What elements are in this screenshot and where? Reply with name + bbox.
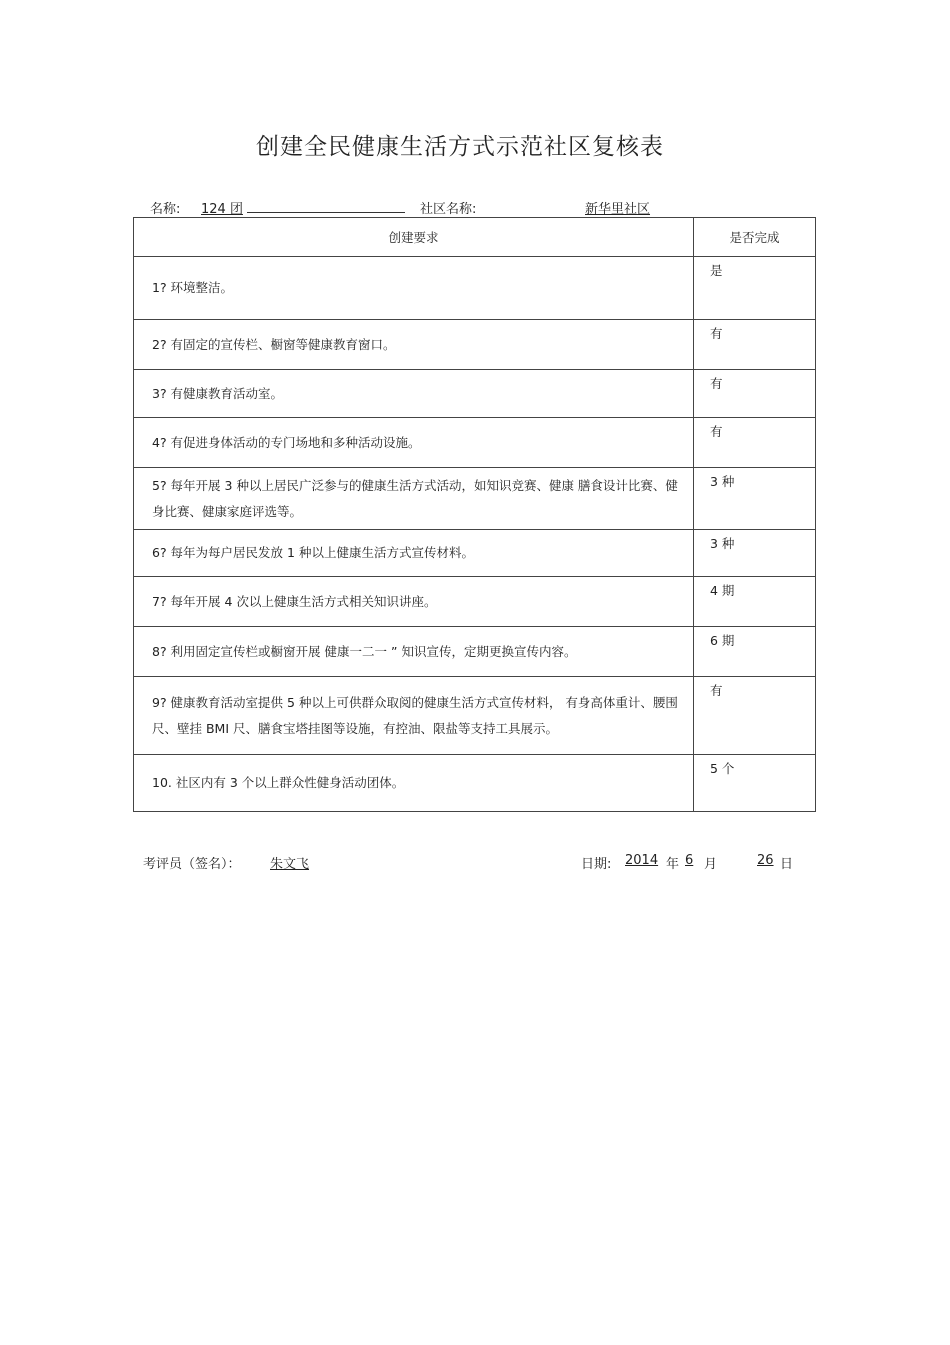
completion-value: 是 xyxy=(694,257,816,320)
community-label: 社区名称: xyxy=(420,202,477,217)
name-value: 124 团 xyxy=(201,202,243,217)
examiner-signature: 朱文飞 xyxy=(270,857,310,872)
date-year-unit: 年 xyxy=(666,857,680,872)
table-row xyxy=(134,418,816,468)
table-row xyxy=(134,468,816,530)
date-year: 2014 xyxy=(625,853,659,868)
examiner-label: 考评员（签名）： xyxy=(143,857,241,872)
table-row xyxy=(134,320,816,370)
requirement-text: 10. 社区内有 3 个以上群众性健身活动团体。 xyxy=(134,755,694,812)
table-row xyxy=(134,755,816,812)
date-day: 26 xyxy=(757,853,774,868)
page-title: 创建全民健康生活方式示范社区复核表 xyxy=(256,134,664,160)
requirement-text: 4? 有促进身体活动的专门场地和多种活动设施。 xyxy=(134,418,694,468)
completion-value: 6 期 xyxy=(694,627,816,677)
header-requirement: 创建要求 xyxy=(134,218,694,257)
completion-value: 有 xyxy=(694,320,816,370)
table-row xyxy=(134,627,816,677)
completion-value: 3 种 xyxy=(694,530,816,577)
name-blank-line xyxy=(247,212,405,213)
table-row xyxy=(134,530,816,577)
requirement-text: 1? 环境整洁。 xyxy=(134,257,694,320)
requirement-text: 6? 每年为每户居民发放 1 种以上健康生活方式宣传材料。 xyxy=(134,530,694,577)
table-row xyxy=(134,577,816,627)
requirement-text: 8? 利用固定宣传栏或橱窗开展 健康一二一 ” 知识宣传，定期更换宣传内容。 xyxy=(134,627,694,677)
completion-value: 4 期 xyxy=(694,577,816,627)
requirement-text: 7? 每年开展 4 次以上健康生活方式相关知识讲座。 xyxy=(134,577,694,627)
date-label: 日期: xyxy=(581,857,612,872)
date-month-unit: 月 xyxy=(704,857,718,872)
table-header-row xyxy=(134,218,816,257)
date-month: 6 xyxy=(685,853,694,868)
table-row xyxy=(134,257,816,320)
requirement-text: 5? 每年开展 3 种以上居民广泛参与的健康生活方式活动，如知识竞赛、健康 膳食设计比赛、健身比赛、健康家庭评选等。 xyxy=(134,468,694,530)
completion-value: 有 xyxy=(694,370,816,418)
requirement-text: 3? 有健康教育活动室。 xyxy=(134,370,694,418)
table-row xyxy=(134,370,816,418)
completion-value: 5 个 xyxy=(694,755,816,812)
completion-value: 3 种 xyxy=(694,468,816,530)
date-day-unit: 日 xyxy=(780,857,794,872)
review-table xyxy=(133,217,816,812)
requirement-text: 9? 健康教育活动室提供 5 种以上可供群众取阅的健康生活方式宣传材料， 有身高体重计、腰围尺、壁挂 BMI 尺、膳食宝塔挂图等设施，有控油、限盐等支持工具展示。 xyxy=(134,677,694,755)
name-label: 名称: xyxy=(150,202,181,217)
requirement-text: 2? 有固定的宣传栏、橱窗等健康教育窗口。 xyxy=(134,320,694,370)
header-completed: 是否完成 xyxy=(694,218,816,257)
completion-value: 有 xyxy=(694,677,816,755)
table-row xyxy=(134,677,816,755)
community-value: 新华里社区 xyxy=(585,202,651,217)
completion-value: 有 xyxy=(694,418,816,468)
